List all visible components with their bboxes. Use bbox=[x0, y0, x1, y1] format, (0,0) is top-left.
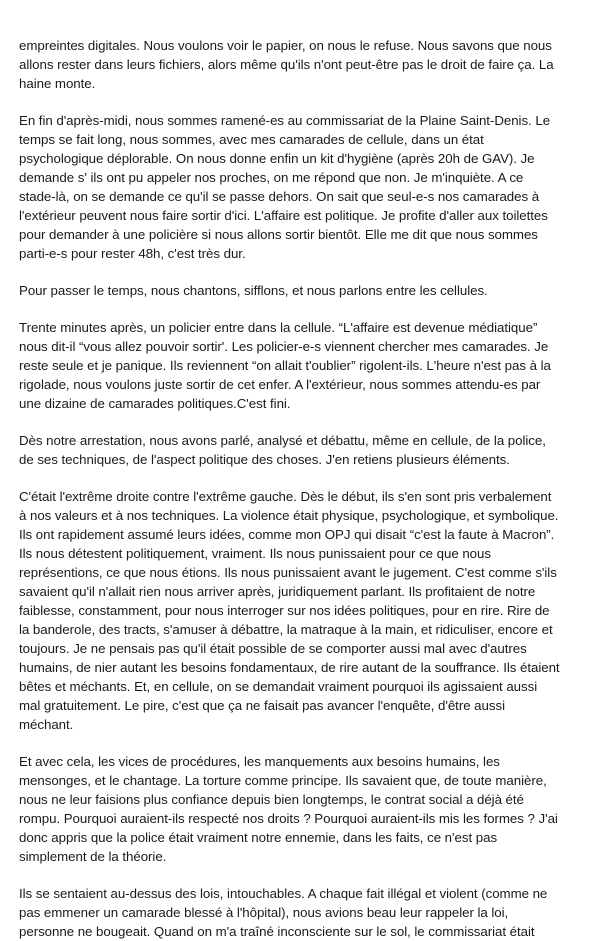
text-line: faiblesse, constamment, pour nous interroger sur nos idées politiques, pour en rire. Rire de bbox=[19, 603, 550, 618]
text-line: C'était l'extrême droite contre l'extrême gauche. Dès le début, ils s'en sont pris verbalement bbox=[19, 489, 552, 504]
paragraph bbox=[19, 487, 568, 734]
text-line: représentions, ce que nous étions. Ils nous punissaient avant le jugement. C'est comme s'ils bbox=[19, 565, 557, 580]
text-line: allons rester dans leurs fichiers, alors même qu'ils n'ont peut-être pas le droit de faire ça. La bbox=[19, 57, 554, 72]
text-line: psychologique déplorable. On nous donne enfin un kit d'hygiène (après 20h de GAV). Je bbox=[19, 151, 535, 166]
paragraph bbox=[19, 431, 568, 469]
text-line: reste seule et je panique. Ils reviennent “on allait t'oublier” rigolent-ils. L'heure n'est pas à la bbox=[19, 358, 551, 373]
paragraph bbox=[19, 752, 568, 866]
text-line: haine monte. bbox=[19, 76, 96, 91]
text-line: stade-là, on se demande ce qu'il se passe dehors. On sait que seul-e-s nos camarades à bbox=[19, 189, 540, 204]
text-line: empreintes digitales. Nous voulons voir le papier, on nous le refuse. Nous savons que nous bbox=[19, 38, 552, 53]
text-line: pour demander à une policière si nous allons sortir bientôt. Elle me dit que nous sommes bbox=[19, 227, 538, 242]
text-line: à nos valeurs et à nos techniques. La violence était physique, psychologique, et symbolique. bbox=[19, 508, 559, 523]
text-line: personne ne bougeait. Quand on m'a traîné inconsciente sur le sol, le commissariat était bbox=[19, 924, 535, 939]
text-line: simplement de la théorie. bbox=[19, 849, 167, 864]
text-line: Trente minutes après, un policier entre dans la cellule. “L'affaire est devenue médiatique” bbox=[19, 320, 538, 335]
text-line: demande s' ils ont pu appeler nos proches, on me répond que non. Je m'inquiète. A ce bbox=[19, 170, 524, 185]
text-line: Dès notre arrestation, nous avons parlé, analysé et débattu, même en cellule, de la police, bbox=[19, 433, 546, 448]
text-line: toujours. Je ne pensais pas qu'il était possible de se comporter aussi mal avec d'autres bbox=[19, 641, 527, 656]
text-line: Ils se sentaient au-dessus des lois, intouchables. A chaque fait illégal et violent (comme ne bbox=[19, 886, 548, 901]
text-line: Pour passer le temps, nous chantons, sifflons, et nous parlons entre les cellules. bbox=[19, 283, 488, 298]
text-line: de ses techniques, de l'aspect politique des choses. J'en retiens plusieurs éléments. bbox=[19, 452, 510, 467]
text-line: savaient qu'il n'allait rien nous arriver après, juridiquement parlant. Ils profitaient de notre bbox=[19, 584, 536, 599]
paragraph bbox=[19, 281, 568, 300]
text-line: parti-e-s pour rester 48h, c'est très dur. bbox=[19, 246, 246, 261]
text-line: En fin d'après-midi, nous sommes ramené-es au commissariat de la Plaine Saint-Denis. Le bbox=[19, 113, 551, 128]
paragraph bbox=[19, 36, 568, 93]
text-line: l'extérieur peuvent nous faire sortir d'ici. L'affaire est politique. Je profite d'aller aux toilettes bbox=[19, 208, 548, 223]
text-line: nous dit-il “vous allez pouvoir sortir'. Les policier-e-s viennent chercher mes camarades. Je bbox=[19, 339, 549, 354]
document-body bbox=[19, 36, 568, 941]
text-line: Et avec cela, les vices de procédures, les manquements aux besoins humains, les bbox=[19, 754, 500, 769]
text-line: rigolade, nous voulons juste sortir de cet enfer. A l'extérieur, nous sommes attendu-es par bbox=[19, 377, 541, 392]
text-line: méchant. bbox=[19, 717, 74, 732]
text-line: mal gratuitement. Le pire, c'est que ça ne faisait pas avancer l'enquête, d'être aussi bbox=[19, 698, 505, 713]
text-line: une dizaine de camarades politiques.C'est fini. bbox=[19, 396, 291, 411]
text-line: mensonges, et le chantage. La torture comme principe. Ils savaient que, de toute manière, bbox=[19, 773, 547, 788]
text-line: Ils ont rapidement assumé leurs idées, comme mon OPJ qui disait “c'est la faute à Macron”. bbox=[19, 527, 555, 542]
text-line: Ils nous détestent politiquement, vraiment. Ils nous punissaient pour ce que nous bbox=[19, 546, 491, 561]
paragraph bbox=[19, 884, 568, 941]
text-line: temps se fait long, nous sommes, avec mes camarades de cellule, dans un état bbox=[19, 132, 484, 147]
text-line: nous ne leur faisions plus confiance depuis bien longtemps, le contrat social a déjà été bbox=[19, 792, 524, 807]
text-line: la banderole, des tracts, s'amuser à débattre, la matraque à la main, et ridiculiser, encore et bbox=[19, 622, 553, 637]
text-line: pas emmener un camarade blessé à l'hôpital), nous avions beau leur rappeler la loi, bbox=[19, 905, 509, 920]
text-line: humains, de nier autant les besoins fondamentaux, de rire autant de la souffrance. Ils étaient bbox=[19, 660, 560, 675]
text-line: rompu. Pourquoi auraient-ils respecté nos droits ? Pourquoi auraient-ils mis les formes ? J'ai bbox=[19, 811, 558, 826]
text-line: bêtes et méchants. Et, en cellule, on se demandait vraiment pourquoi ils agissaient aussi bbox=[19, 679, 538, 694]
paragraph bbox=[19, 318, 568, 413]
text-line: donc appris que la police était vraiment notre ennemie, dans les faits, ce n'est pas bbox=[19, 830, 498, 845]
paragraph bbox=[19, 111, 568, 263]
